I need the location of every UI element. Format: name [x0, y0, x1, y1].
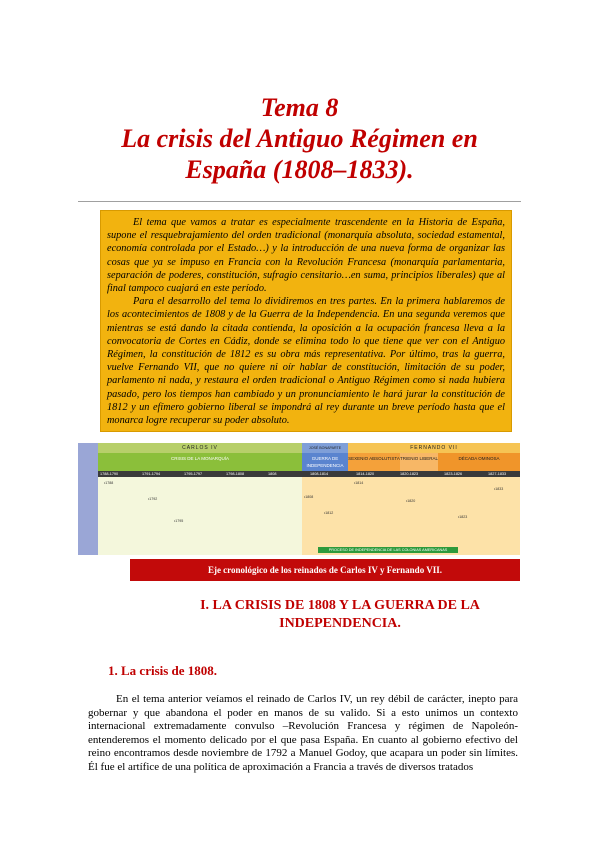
timeline-year: 1798-1808 [226, 472, 245, 476]
timeline-body-fernando [302, 477, 520, 555]
timeline-row-trienio: TRIENIO LIBERAL [400, 453, 438, 471]
chronology-timeline [78, 443, 520, 555]
timeline-event: • 1820 [406, 499, 415, 504]
timeline-row-guerra: GUERRA DE INDEPENDENCIA [302, 453, 348, 471]
timeline-event: • 1788 [104, 481, 113, 486]
timeline-year: 1823-1826 [444, 472, 463, 476]
timeline-header-fernando: FERNANDO VII [348, 443, 520, 453]
timeline-row-sexenio: SEXENIO ABSOLUTISTA [348, 453, 400, 471]
timeline-body-carlos [98, 477, 302, 555]
timeline-event: • 1808 [304, 495, 313, 500]
timeline-left-band [78, 443, 98, 555]
timeline-year: 1788-1790 [100, 472, 119, 476]
timeline-row-decada: DÉCADA OMINOSA [438, 453, 520, 471]
timeline-year: 1820-1823 [400, 472, 419, 476]
document-title [0, 92, 599, 185]
title-line-3: España (1808–1833). [185, 155, 414, 184]
subsection-heading: 1. La crisis de 1808. [108, 663, 218, 678]
title-line-1: Tema 8 [260, 93, 339, 122]
body-paragraph: En el tema anterior veíamos el reinado de Carlos IV, un rey débil de carácter, inepto para gobernar y que abandona el poder en manos de su valido. Si a esto unimos un contexto internacional extremadamente convulso –Revolución Francesa y régimen de Napoleón- entenderemos el momento delicado por el que pasa España. En cuanto al gobierno efectivo del reino encontramos desde noviembre de 1792 a Manuel Godoy, que acapara un poder sin límites. Él fue el artífice de una política de aproximación a Francia a través de diversos tratados [88, 693, 518, 773]
timeline-event: • 1792 [148, 497, 157, 502]
timeline-year: 1827-1833 [488, 472, 507, 476]
section-heading-line-2: INDEPENDENCIA. [279, 616, 401, 631]
timeline-event: • 1823 [458, 515, 467, 520]
intro-box [100, 210, 512, 432]
timeline-year: 1814-1820 [356, 472, 375, 476]
timeline-header-carlos: CARLOS IV [98, 443, 302, 453]
timeline-event: • 1812 [324, 511, 333, 516]
section-heading-line-1: I. LA CRISIS DE 1808 Y LA GUERRA DE LA [200, 598, 480, 613]
timeline-event: • 1833 [494, 487, 503, 492]
section-heading [120, 597, 560, 633]
body-text [88, 693, 518, 775]
title-line-2: La crisis del Antiguo Régimen en [121, 124, 478, 153]
timeline-row-crisis: CRISIS DE LA MONARQUÍA [98, 453, 302, 471]
timeline-year: 1808-1814 [310, 472, 329, 476]
timeline-colonies-bar: PROCESO DE INDEPENDENCIA DE LAS COLONIAS AMERICANAS [318, 547, 458, 553]
intro-paragraph-2: Para el desarrollo del tema lo dividiremos en tres partes. En la primera hablaremos de los acontecimientos de 1808 y de la Guerra de la Independencia. En una segunda veremos que mientras se está dando la citada contienda, la oposición a la ocupación francesa lleva a la convocatoria de Cortes en Cádiz, donde se elimina todo lo que tiene que ver con el Antiguo Régimen, la constitución de 1812 es su obra más representativa. Por último, tras la guerra, vuelve Fernando VII, que no quiere ni oír hablar de constitución, limitación de su poder, parlamento ni nada, y restaura el orden tradicional o Antiguo Régimen como si nada hubiera pasado, pero los tiempos han cambiado y un pronunciamiento le hará jurar la constitución de 1812 y un efímero gobierno liberal se impondrá al rey durante un breve período hasta que el monarca logre recuperar su poder absoluto. [107, 296, 505, 427]
timeline-caption: Eje cronológico de los reinados de Carlos IV y Fernando VII. [130, 559, 520, 581]
timeline-year: 1791-1794 [142, 472, 161, 476]
timeline-year: 1808 [268, 472, 277, 476]
intro-paragraph-1: El tema que vamos a tratar es especialmente trascendente en la Historia de España, supone el resquebrajamiento del orden tradicional (monarquía absoluta, sociedad estamental, economía controlada por el Estado…) y la introducción de una nueva forma de organizar las cosas que ya se impuso en Francia con la Revolución Francesa (monarquía parlamentaria, separación de poderes, constitución, sufragio censitario…en suma, principios liberales) que al final tampoco cuajará en este período. [107, 217, 505, 295]
timeline-year: 1795-1797 [184, 472, 203, 476]
title-divider [78, 201, 521, 202]
timeline-event: • 1814 [354, 481, 363, 486]
timeline-header-jose: JOSÉ BONAPARTE [302, 443, 348, 453]
timeline-event: • 1795 [174, 519, 183, 524]
